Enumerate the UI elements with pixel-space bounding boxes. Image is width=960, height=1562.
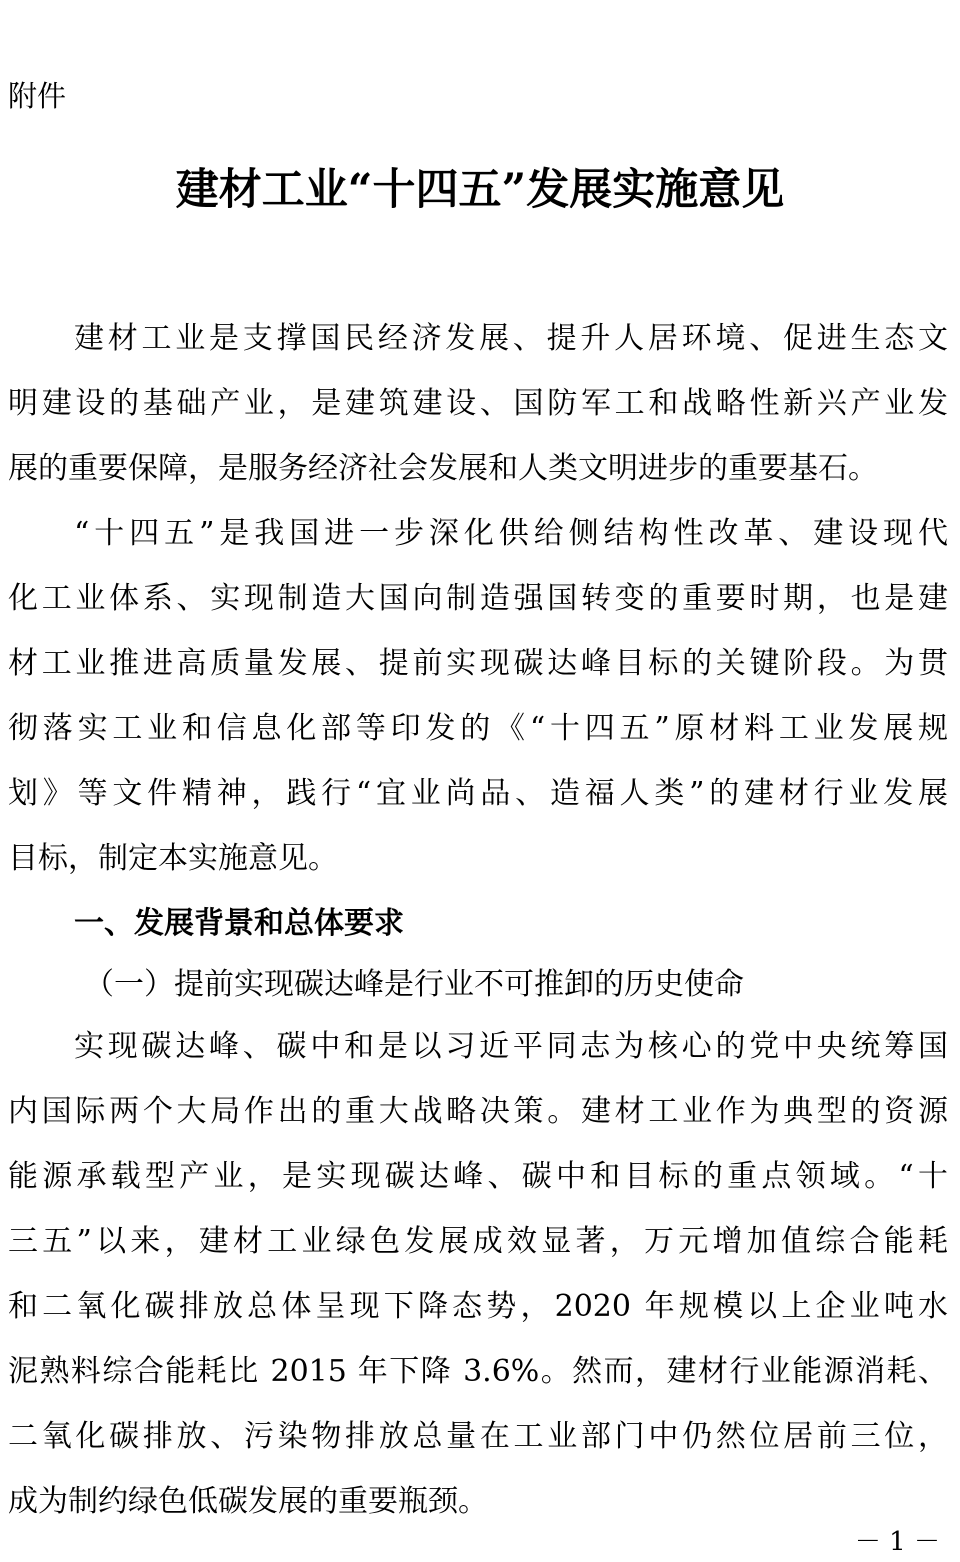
paragraph-line: 三五”以来，建材工业绿色发展成效显著，万元增加值综合能耗 xyxy=(8,1224,948,1259)
paragraph-line: 化工业体系、实现制造大国向制造强国转变的重要时期，也是建 xyxy=(8,581,948,616)
document-body xyxy=(8,306,948,1534)
paragraph-line: 明建设的基础产业，是建筑建设、国防军工和战略性新兴产业发 xyxy=(8,386,948,421)
paragraph-carbon-peak xyxy=(8,1014,948,1534)
document-title: 建材工业“十四五”发展实施意见 xyxy=(175,165,785,215)
paragraph-line: 成为制约绿色低碳发展的重要瓶颈。 xyxy=(8,1484,488,1519)
paragraph-line: 泥熟料综合能耗比 2015 年下降 3.6%。然而，建材行业能源消耗、 xyxy=(8,1354,948,1389)
paragraph-line: 展的重要保障，是服务经济社会发展和人类文明进步的重要基石。 xyxy=(8,451,878,486)
page-number: － 1 － xyxy=(854,1527,940,1557)
paragraph-line: 材工业推进高质量发展、提前实现碳达峰目标的关键阶段。为贯 xyxy=(8,646,948,681)
paragraph-line: 建材工业是支撑国民经济发展、提升人居环境、促进生态文 xyxy=(74,321,948,356)
paragraph-line: 目标，制定本实施意见。 xyxy=(8,841,338,876)
section-heading: 一、发展背景和总体要求 xyxy=(74,906,404,941)
subsection-heading: （一）提前实现碳达峰是行业不可推卸的历史使命 xyxy=(84,967,744,1002)
paragraph-line: 划》等文件精神，践行“宜业尚品、造福人类”的建材行业发展 xyxy=(8,776,948,811)
paragraph-line: 能源承载型产业，是实现碳达峰、碳中和目标的重点领域。“十 xyxy=(8,1159,948,1194)
paragraph-intro xyxy=(8,306,948,501)
paragraph-line: 内国际两个大局作出的重大战略决策。建材工业作为典型的资源 xyxy=(8,1094,948,1129)
attachment-label: 附件 xyxy=(8,79,67,113)
paragraph-line: 实现碳达峰、碳中和是以习近平同志为核心的党中央统筹国 xyxy=(74,1029,948,1064)
paragraph-line: 和二氧化碳排放总体呈现下降态势，2020 年规模以上企业吨水 xyxy=(8,1289,948,1324)
paragraph-background xyxy=(8,501,948,891)
paragraph-line: 彻落实工业和信息化部等印发的《“十四五”原材料工业发展规 xyxy=(8,711,948,746)
paragraph-line: “十四五”是我国进一步深化供给侧结构性改革、建设现代 xyxy=(74,516,948,551)
paragraph-line: 二氧化碳排放、污染物排放总量在工业部门中仍然位居前三位， xyxy=(8,1419,948,1454)
